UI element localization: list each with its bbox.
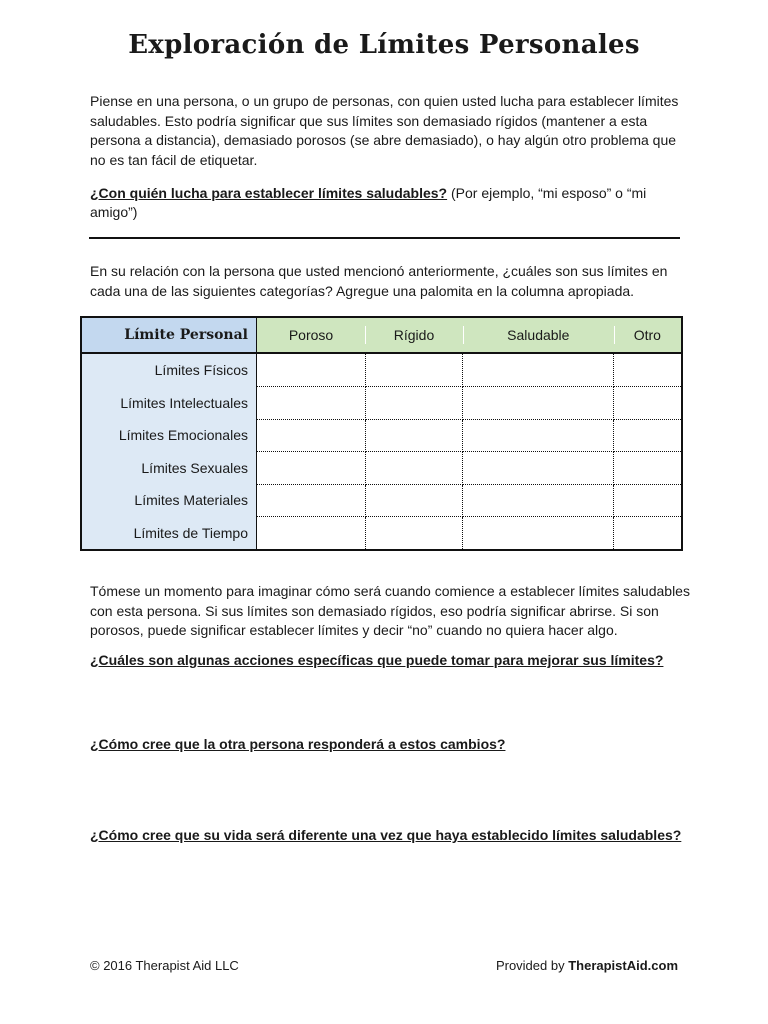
checkbox-cell[interactable] (463, 387, 614, 420)
checkbox-cell[interactable] (614, 484, 682, 517)
row-label: Límites Sexuales (81, 452, 257, 485)
checkbox-cell[interactable] (463, 517, 614, 551)
table-row (81, 353, 682, 387)
checkbox-cell[interactable] (614, 517, 682, 551)
checkbox-cell[interactable] (365, 353, 463, 387)
row-label: Límites Emocionales (81, 419, 257, 452)
table-header-row (81, 317, 682, 353)
header-personal-limit: Límite Personal (81, 317, 257, 353)
checkbox-cell[interactable] (365, 452, 463, 485)
checkbox-cell[interactable] (257, 419, 366, 452)
table-row (81, 517, 682, 551)
checkbox-cell[interactable] (257, 387, 366, 420)
checkbox-cell[interactable] (257, 452, 366, 485)
checkbox-cell[interactable] (463, 452, 614, 485)
question-who-example: (Por ejemplo, “mi esposo” o “mi amigo”) (90, 185, 647, 220)
page-title: Exploración de Límites Personales (128, 30, 640, 60)
copyright-text: © 2016 Therapist Aid LLC (90, 958, 239, 973)
table-row (81, 484, 682, 517)
column-header: Otro (614, 317, 682, 353)
answer-line[interactable] (89, 237, 680, 239)
table-row (81, 452, 682, 485)
table-row (81, 419, 682, 452)
provided-by (496, 958, 678, 973)
row-label: Límites Intelectuales (81, 387, 257, 420)
instructions-paragraph: En su relación con la persona que usted mencionó anteriormente, ¿cuáles son sus límites en cada una de las siguientes categorías? Agregue una palomita en la columna apropiada. (90, 263, 668, 299)
checkbox-cell[interactable] (614, 353, 682, 387)
limits-table (80, 316, 683, 551)
checkbox-cell[interactable] (365, 387, 463, 420)
checkbox-cell[interactable] (463, 353, 614, 387)
checkbox-cell[interactable] (257, 484, 366, 517)
checkbox-cell[interactable] (463, 419, 614, 452)
checkbox-cell[interactable] (614, 419, 682, 452)
column-header: Rígido (365, 317, 463, 353)
question-life-different: ¿Cómo cree que su vida será diferente una vez que haya establecido límites saludables? (90, 827, 682, 843)
checkbox-cell[interactable] (463, 484, 614, 517)
row-label: Límites Físicos (81, 353, 257, 387)
brand-link[interactable]: TherapistAid.com (568, 958, 678, 973)
question-who-bold: ¿Con quién lucha para establecer límites saludables? (90, 185, 448, 201)
question-who (90, 184, 690, 222)
checkbox-cell[interactable] (365, 517, 463, 551)
checkbox-cell[interactable] (257, 353, 366, 387)
question-actions: ¿Cuáles son algunas acciones específicas que puede tomar para mejorar sus límites? (90, 652, 664, 668)
provided-by-prefix: Provided by (495, 958, 569, 973)
column-header: Saludable (463, 317, 614, 353)
question-other-response: ¿Cómo cree que la otra persona responderá a estos cambios? (90, 736, 506, 752)
checkbox-cell[interactable] (614, 387, 682, 420)
reflection-paragraph: Tómese un momento para imaginar cómo será cuando comience a establecer límites saludables con esta persona. Si sus límites son demasiado rígidos, eso podría significar abrirse. Si son porosos, puede significar establecer límites y decir “no” cuando no quiera hacer algo. (90, 583, 690, 638)
checkbox-cell[interactable] (257, 517, 366, 551)
row-label: Límites Materiales (81, 484, 257, 517)
row-label: Límites de Tiempo (81, 517, 257, 551)
intro-paragraph: Piense en una persona, o un grupo de personas, con quien usted lucha para establecer límites saludables. Esto podría significar que sus límites son demasiado rígidos (mantener a esta persona a distancia), demasiado porosos (se abre demasiado), o hay algún otro problema que no es tan fácil de etiquetar. (90, 93, 679, 168)
checkbox-cell[interactable] (365, 419, 463, 452)
checkbox-cell[interactable] (614, 452, 682, 485)
column-header: Poroso (257, 317, 366, 353)
table-row (81, 387, 682, 420)
checkbox-cell[interactable] (365, 484, 463, 517)
